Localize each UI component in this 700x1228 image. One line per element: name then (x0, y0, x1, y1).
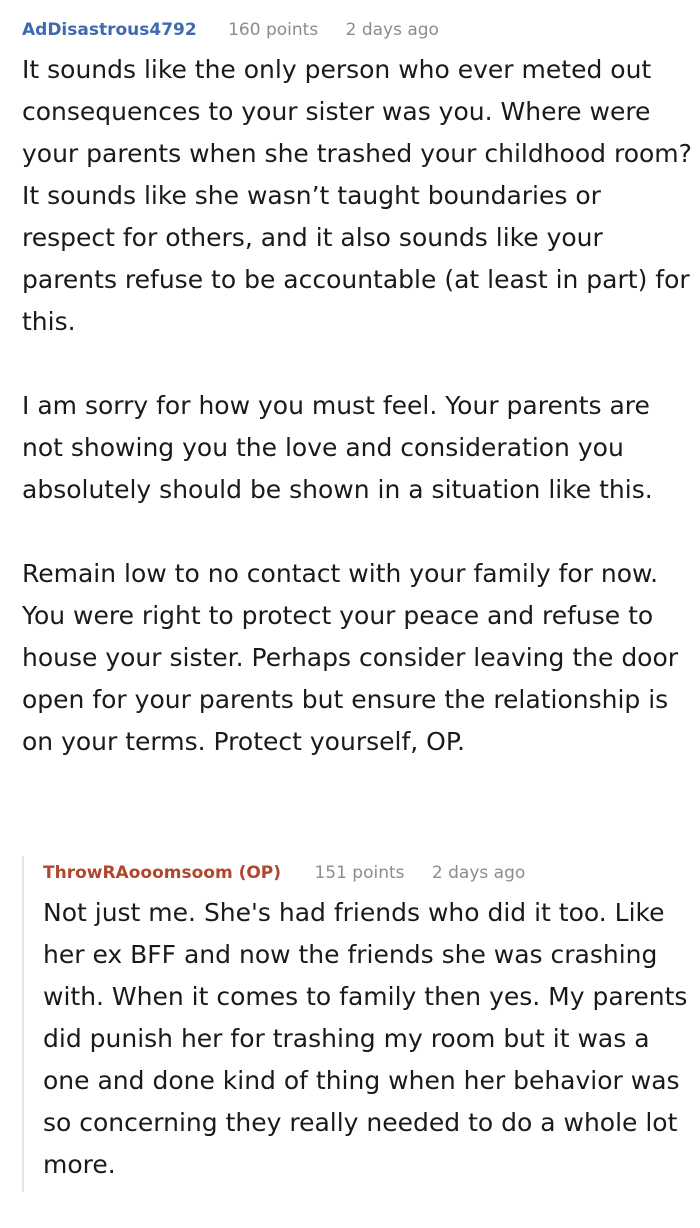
reply-body (43, 892, 693, 1228)
comment-paragraph: Remain low to no contact with your family for now. You were right to protect your peace and refuse to house your sister. Perhaps consider leaving the door open for your parents but ensure the relationship is on your terms. Protect yourself, OP. (22, 559, 679, 756)
reply-age: 2 days ago (431, 863, 526, 883)
comment-paragraph: It sounds like the only person who ever meted out consequences to your sister was you. Where were your parents when she trashed your childhood room? It sounds like she wasn’t taught boundaries or respect for others, and it also sounds like your parents refuse to be accountable (at least in part) for this. (22, 55, 692, 336)
reply-paragraph: Not just me. She's had friends who did it too. Like her ex BFF and now the friends she was crashing with. When it comes to family then yes. My parents did punish her for trashing my room but it was a one and done kind of thing when her behavior was so concerning they really needed to do a whole lot more. (43, 898, 688, 1179)
reply-meta (43, 862, 525, 884)
reply-thread-line[interactable] (22, 856, 24, 1192)
reply-comment (0, 850, 700, 1192)
comment-age: 2 days ago (345, 20, 439, 40)
comment-points: 160 points (228, 20, 319, 40)
comment-meta (22, 19, 439, 41)
comment-body (22, 49, 692, 805)
reply-points: 151 points (314, 863, 405, 883)
reply-author[interactable]: ThrowRAooomsoom (OP) (43, 863, 282, 883)
comment-paragraph: I am sorry for how you must feel. Your parents are not showing you the love and consideration you absolutely should be shown in a situation like this. (22, 391, 653, 504)
comment-author[interactable]: AdDisastrous4792 (22, 20, 197, 40)
